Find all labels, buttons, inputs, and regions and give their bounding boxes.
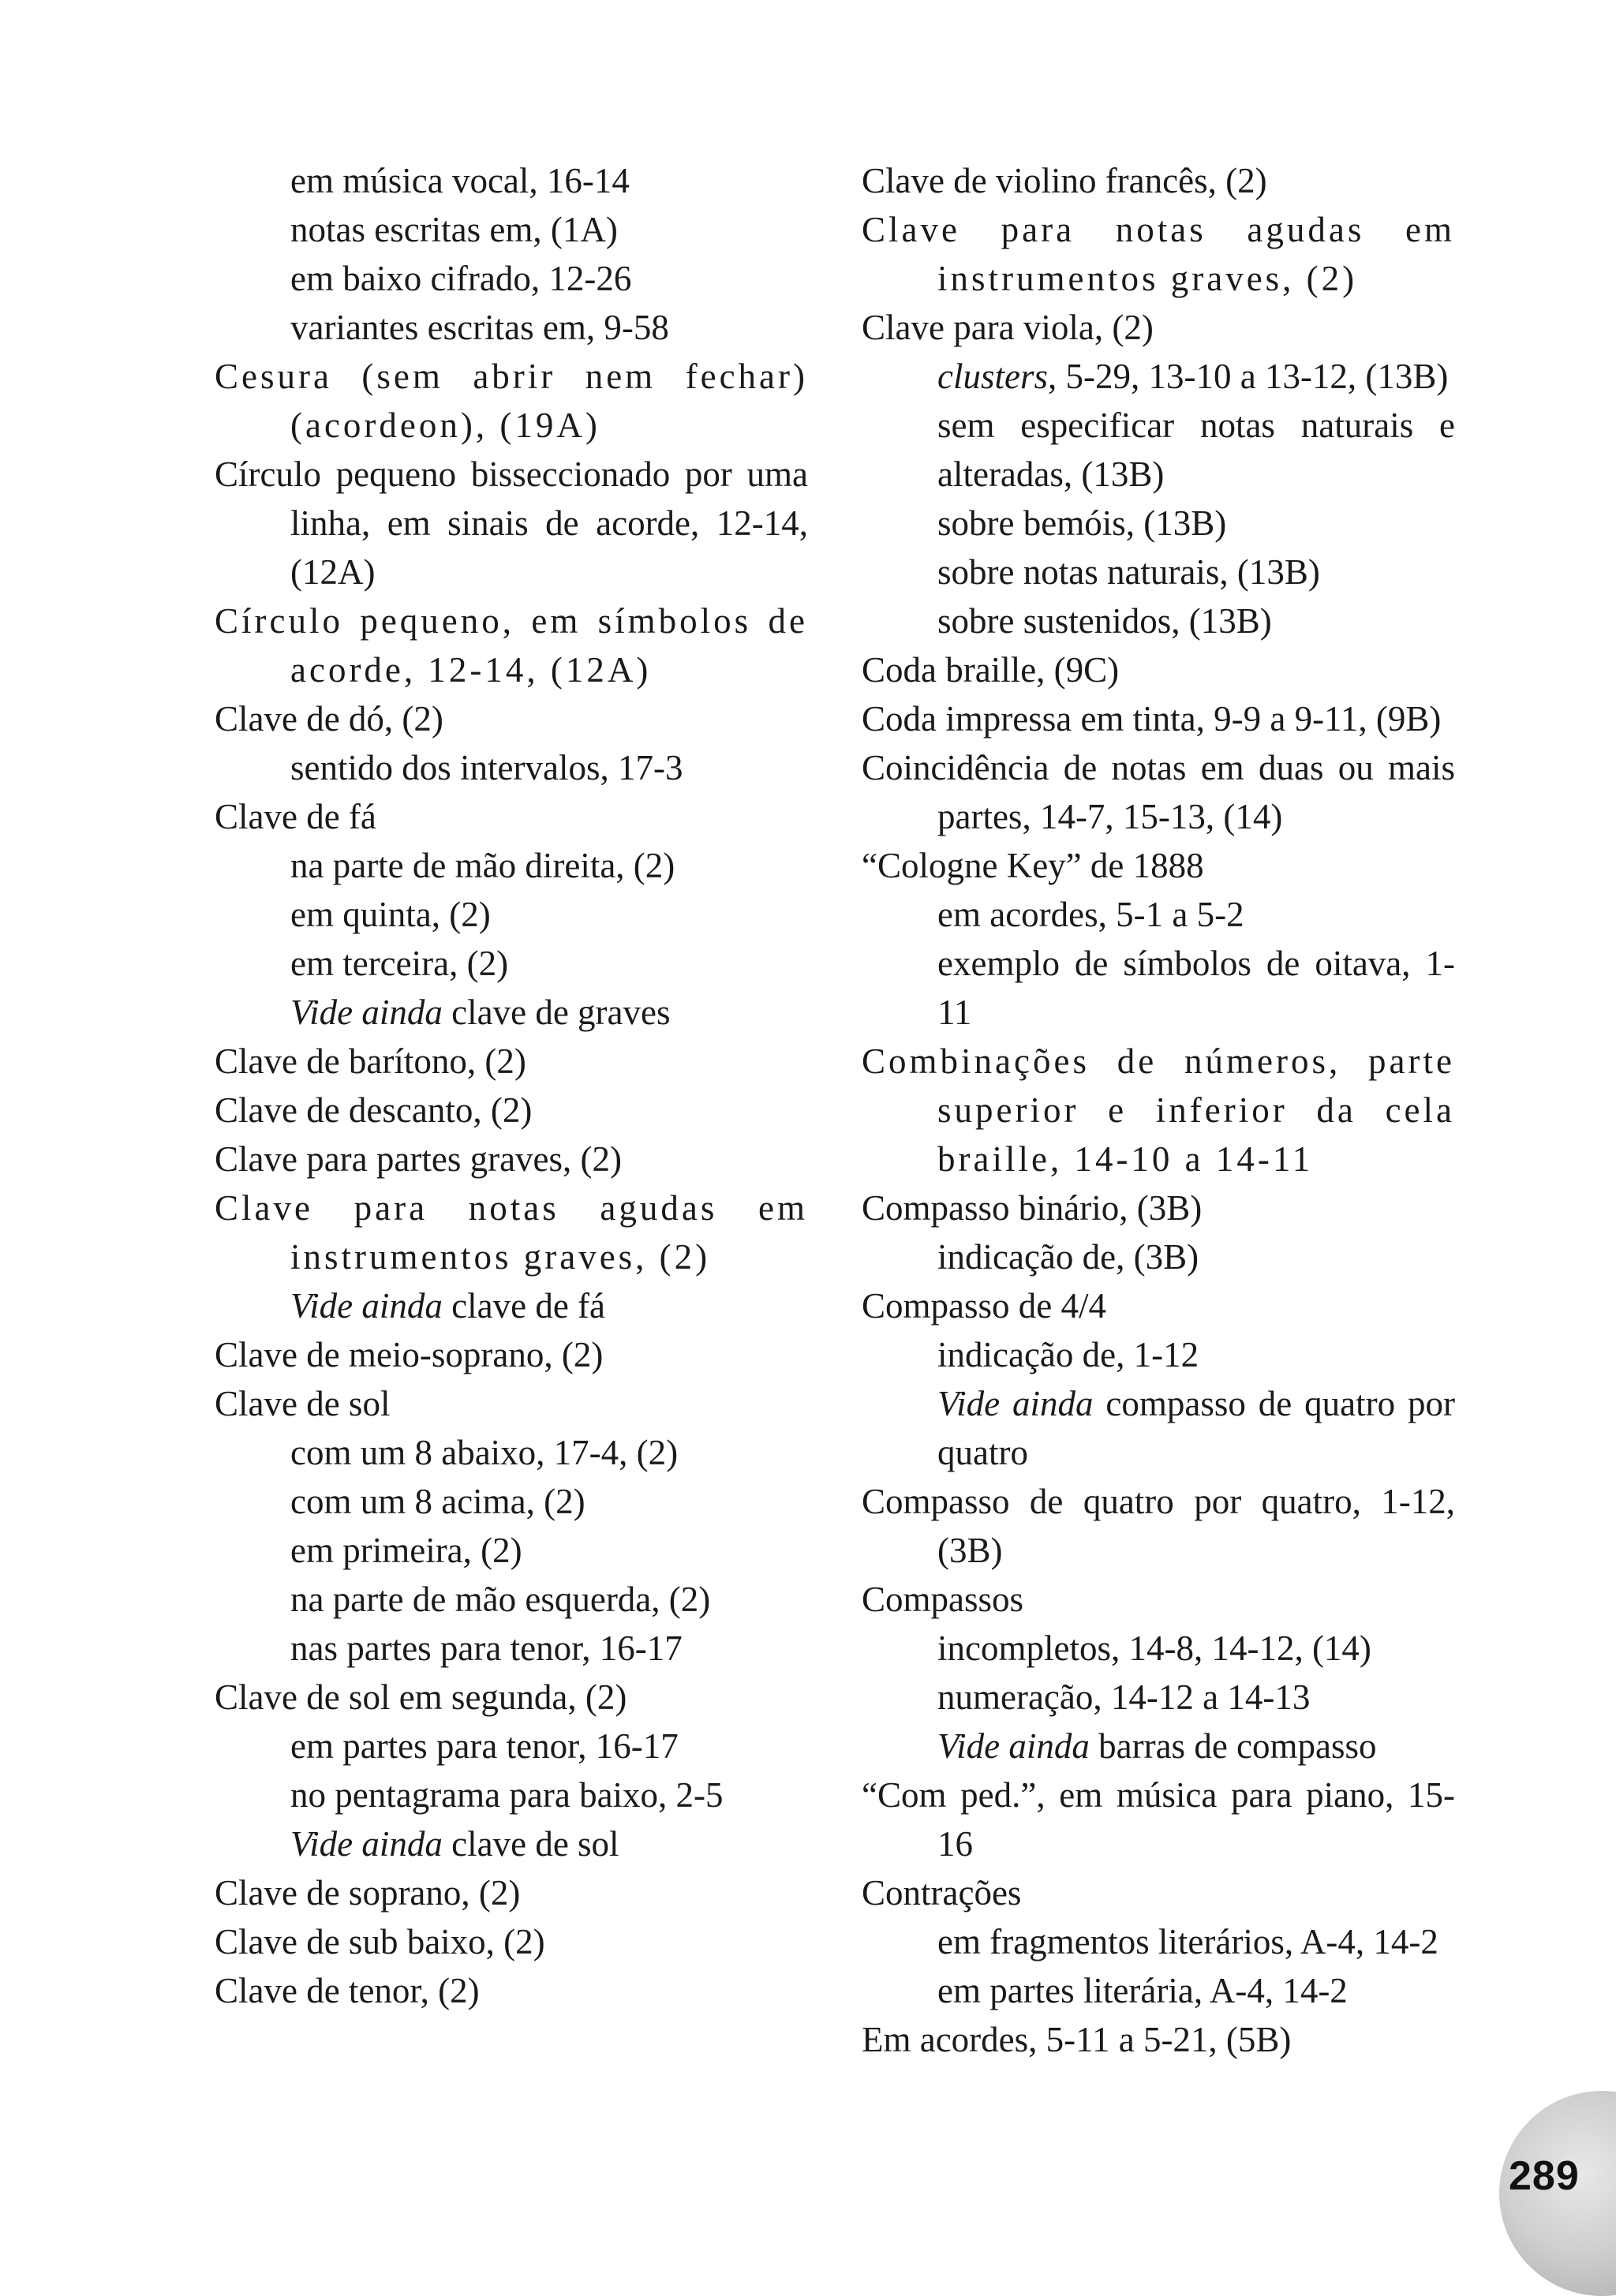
index-subentry	[215, 156, 808, 205]
index-entry-text: “Com ped.”, em música para piano, 15-16	[862, 1775, 1455, 1864]
index-entry-text: em primeira, (2)	[290, 1531, 522, 1570]
index-subentry	[215, 988, 808, 1037]
index-entry-text: Clave para partes graves, (2)	[215, 1139, 623, 1179]
index-entry	[215, 1673, 808, 1722]
index-entry-italic: Vide ainda	[937, 1384, 1094, 1423]
index-entry-text: Combinações de números, parte superior e inferior da cela braille, 14-10 a 14-11	[862, 1041, 1455, 1179]
index-entry	[215, 352, 808, 450]
index-entry	[215, 792, 808, 841]
index-subentry	[862, 1232, 1455, 1281]
index-entry-text: Clave de violino francês, (2)	[862, 161, 1267, 200]
index-entry-text: clave de fá	[442, 1286, 605, 1326]
index-subentry	[862, 401, 1455, 499]
index-entry	[215, 1966, 808, 2015]
index-entry	[215, 1917, 808, 1966]
index-entry-text: na parte de mão direita, (2)	[290, 846, 675, 885]
index-entry-text: em terceira, (2)	[290, 944, 509, 983]
index-entry-text: Clave de soprano, (2)	[215, 1873, 521, 1913]
index-entry-text: com um 8 abaixo, 17-4, (2)	[290, 1433, 679, 1472]
index-entry	[862, 1771, 1455, 1868]
index-subentry	[215, 1722, 808, 1771]
index-entry-text: Coda braille, (9C)	[862, 650, 1120, 690]
index-subentry	[215, 1624, 808, 1673]
index-entry-text: Cesura (sem abrir nem fechar) (acordeon), (19A)	[215, 357, 808, 445]
index-entry-text: Compassos	[862, 1580, 1024, 1619]
index-subentry	[215, 205, 808, 254]
index-entry	[862, 1037, 1455, 1184]
index-subentry	[215, 1771, 808, 1819]
index-subentry	[862, 1722, 1455, 1771]
index-entry-text: Compasso de quatro por quatro, 1-12, (3B)	[862, 1482, 1455, 1570]
index-entry-text: clave de graves	[442, 993, 671, 1032]
index-entry-text: em quinta, (2)	[290, 895, 491, 934]
index-entry-text: em música vocal, 16-14	[290, 161, 630, 200]
index-subentry	[215, 254, 808, 303]
index-subentry	[862, 1624, 1455, 1673]
index-subentry	[862, 1966, 1455, 2015]
index-entry-italic: Vide ainda	[937, 1726, 1090, 1766]
index-entry-text: Clave para notas agudas em instrumentos graves, (2)	[215, 1188, 808, 1277]
index-column-right	[862, 156, 1455, 2064]
index-subentry	[862, 939, 1455, 1037]
index-entry-text: variantes escritas em, 9-58	[290, 308, 669, 347]
index-entry	[862, 1477, 1455, 1575]
index-subentry	[215, 841, 808, 890]
index-subentry	[215, 743, 808, 792]
index-entry	[215, 450, 808, 596]
index-entry-text: Clave de fá	[215, 797, 376, 836]
index-subentry	[862, 548, 1455, 596]
index-entry	[862, 156, 1455, 205]
index-entry-text: “Cologne Key” de 1888	[862, 846, 1204, 885]
index-entry-text: Clave para notas agudas em instrumentos graves, (2)	[862, 210, 1455, 298]
index-entry-text: incompletos, 14-8, 14-12, (14)	[937, 1629, 1371, 1668]
index-entry-text: Clave de sol	[215, 1384, 391, 1423]
index-entry-text: compasso de quatro por quatro	[937, 1384, 1455, 1472]
index-entry	[862, 1575, 1455, 1624]
index-entry-text: barras de compasso	[1089, 1726, 1377, 1766]
index-entry-text: sem especificar notas naturais e alteradas, (13B)	[937, 406, 1455, 494]
index-subentry	[862, 1917, 1455, 1966]
index-entry-text: indicação de, 1-12	[937, 1335, 1199, 1374]
index-subentry	[215, 1526, 808, 1575]
index-entry	[215, 1379, 808, 1428]
index-entry	[862, 205, 1455, 303]
index-subentry	[215, 1477, 808, 1526]
index-column-left	[215, 156, 808, 2015]
index-entry	[215, 596, 808, 694]
index-subentry	[862, 499, 1455, 548]
page-number: 289	[1509, 2153, 1580, 2199]
index-entry	[862, 1281, 1455, 1330]
index-entry-italic: Vide ainda	[290, 1824, 443, 1864]
index-entry-text: Clave para viola, (2)	[862, 308, 1154, 347]
index-subentry	[862, 1330, 1455, 1379]
index-entry-text: em partes literária, A-4, 14-2	[937, 1971, 1348, 2010]
index-subentry	[215, 939, 808, 988]
index-entry	[862, 1868, 1455, 1917]
index-entry	[215, 1037, 808, 1086]
index-subentry	[215, 1575, 808, 1624]
index-entry-text: Coda impressa em tinta, 9-9 a 9-11, (9B)	[862, 699, 1442, 739]
index-entry-text: notas escritas em, (1A)	[290, 210, 618, 249]
index-entry	[215, 1135, 808, 1184]
index-entry	[215, 694, 808, 743]
index-entry-text: Contrações	[862, 1873, 1022, 1913]
index-entry-text: sobre bemóis, (13B)	[937, 503, 1227, 543]
index-entry	[862, 2015, 1455, 2064]
index-entry-text: com um 8 acima, (2)	[290, 1482, 585, 1521]
index-entry-text: em baixo cifrado, 12-26	[290, 259, 632, 298]
index-entry-italic: clusters	[937, 357, 1048, 396]
index-entry-text: em partes para tenor, 16-17	[290, 1726, 679, 1766]
index-entry	[862, 645, 1455, 694]
index-subentry	[215, 1819, 808, 1868]
index-entry	[215, 1330, 808, 1379]
index-subentry	[862, 1673, 1455, 1722]
index-entry-italic: Vide ainda	[290, 993, 443, 1032]
index-entry-text: nas partes para tenor, 16-17	[290, 1629, 683, 1668]
index-entry-text: Círculo pequeno bisseccionado por uma linha, em sinais de acorde, 12-14, (12A)	[215, 454, 808, 592]
index-entry-text: Clave de dó, (2)	[215, 699, 443, 739]
index-entry-text: sentido dos intervalos, 17-3	[290, 748, 683, 787]
index-subentry	[215, 1281, 808, 1330]
index-entry-text: Clave de barítono, (2)	[215, 1041, 526, 1081]
index-subentry	[862, 1379, 1455, 1477]
index-entry	[215, 1184, 808, 1281]
index-entry-text: em fragmentos literários, A-4, 14-2	[937, 1922, 1438, 1961]
index-entry	[862, 1184, 1455, 1232]
index-entry-text: clave de sol	[442, 1824, 619, 1864]
index-entry-italic: Vide ainda	[290, 1286, 443, 1326]
index-entry-text: Círculo pequeno, em símbolos de acorde, 12-14, (12A)	[215, 601, 808, 690]
index-subentry	[215, 1428, 808, 1477]
index-entry-text: exemplo de símbolos de oitava, 1-11	[937, 944, 1455, 1032]
index-entry-text: Clave de sol em segunda, (2)	[215, 1677, 627, 1717]
index-entry-text: na parte de mão esquerda, (2)	[290, 1580, 711, 1619]
index-entry-text: indicação de, (3B)	[937, 1237, 1199, 1277]
index-entry-text: , 5-29, 13-10 a 13-12, (13B)	[1048, 357, 1449, 396]
index-entry-text: Compasso de 4/4	[862, 1286, 1106, 1326]
index-entry-text: Clave de meio-soprano, (2)	[215, 1335, 604, 1374]
index-entry-text: Clave de tenor, (2)	[215, 1971, 480, 2010]
index-subentry	[215, 303, 808, 352]
index-entry-text: numeração, 14-12 a 14-13	[937, 1677, 1311, 1717]
index-entry-text: em acordes, 5-1 a 5-2	[937, 895, 1244, 934]
index-entry-text: Em acordes, 5-11 a 5-21, (5B)	[862, 2020, 1292, 2059]
index-entry	[215, 1086, 808, 1135]
index-subentry	[862, 352, 1455, 401]
index-entry	[215, 1868, 808, 1917]
index-subentry	[215, 890, 808, 939]
index-entry-text: Clave de sub baixo, (2)	[215, 1922, 545, 1961]
index-entry-text: Clave de descanto, (2)	[215, 1090, 533, 1130]
index-subentry	[862, 596, 1455, 645]
index-entry	[862, 743, 1455, 841]
index-entry-text: no pentagrama para baixo, 2-5	[290, 1775, 724, 1815]
index-entry-text: Coincidência de notas em duas ou mais partes, 14-7, 15-13, (14)	[862, 748, 1455, 836]
index-entry-text: Compasso binário, (3B)	[862, 1188, 1203, 1228]
index-entry	[862, 841, 1455, 890]
index-subentry	[862, 890, 1455, 939]
index-entry-text: sobre notas naturais, (13B)	[937, 552, 1320, 592]
index-entry	[862, 303, 1455, 352]
index-entry	[862, 694, 1455, 743]
index-entry-text: sobre sustenidos, (13B)	[937, 601, 1272, 641]
